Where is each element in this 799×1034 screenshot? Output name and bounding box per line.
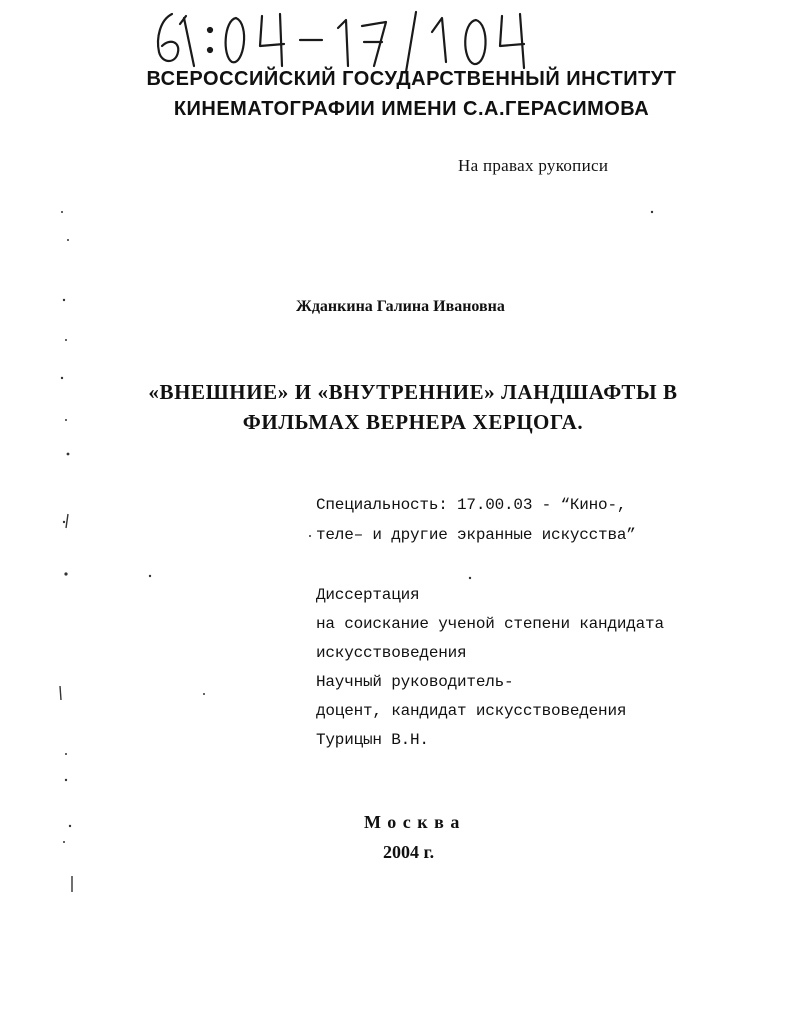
year: 2004 г. xyxy=(383,842,435,862)
city: Москва xyxy=(364,812,466,832)
institute-name-line-2: КИНЕМАТОГРАФИИ ИМЕНИ С.А.ГЕРАСИМОВА xyxy=(173,98,650,120)
institute-name-line-1: ВСЕРОССИЙСКИЙ ГОСУДАРСТВЕННЫЙ ИНСТИТУТ xyxy=(146,68,677,90)
thesis-title-line-2: ФИЛЬМАХ ВЕРНЕРА ХЕРЦОГА. xyxy=(242,410,584,434)
dissertation-label: Диссертация xyxy=(316,586,420,604)
degree-field: искусствоведения xyxy=(316,644,467,662)
handwritten-archive-number xyxy=(150,6,610,76)
thesis-title-line-1: «ВНЕШНИЕ» И «ВНУТРЕННИЕ» ЛАНДШАФТЫ В xyxy=(148,380,678,404)
degree-line: на соискание ученой степени кандидата xyxy=(316,615,664,633)
author-name: Жданкина Галина Ивановна xyxy=(296,298,505,315)
rights-note: На правах рукописи xyxy=(458,156,609,175)
supervisor-title: доцент, кандидат искусствоведения xyxy=(316,702,627,720)
supervisor-label: Научный руководитель- xyxy=(316,673,514,691)
specialty-line-1: Специальность: 17.00.03 - “Кино-, xyxy=(316,496,627,514)
specialty-line-2: теле– и другие экранные искусства” xyxy=(316,526,636,544)
supervisor-name: Турицын В.Н. xyxy=(316,731,429,749)
